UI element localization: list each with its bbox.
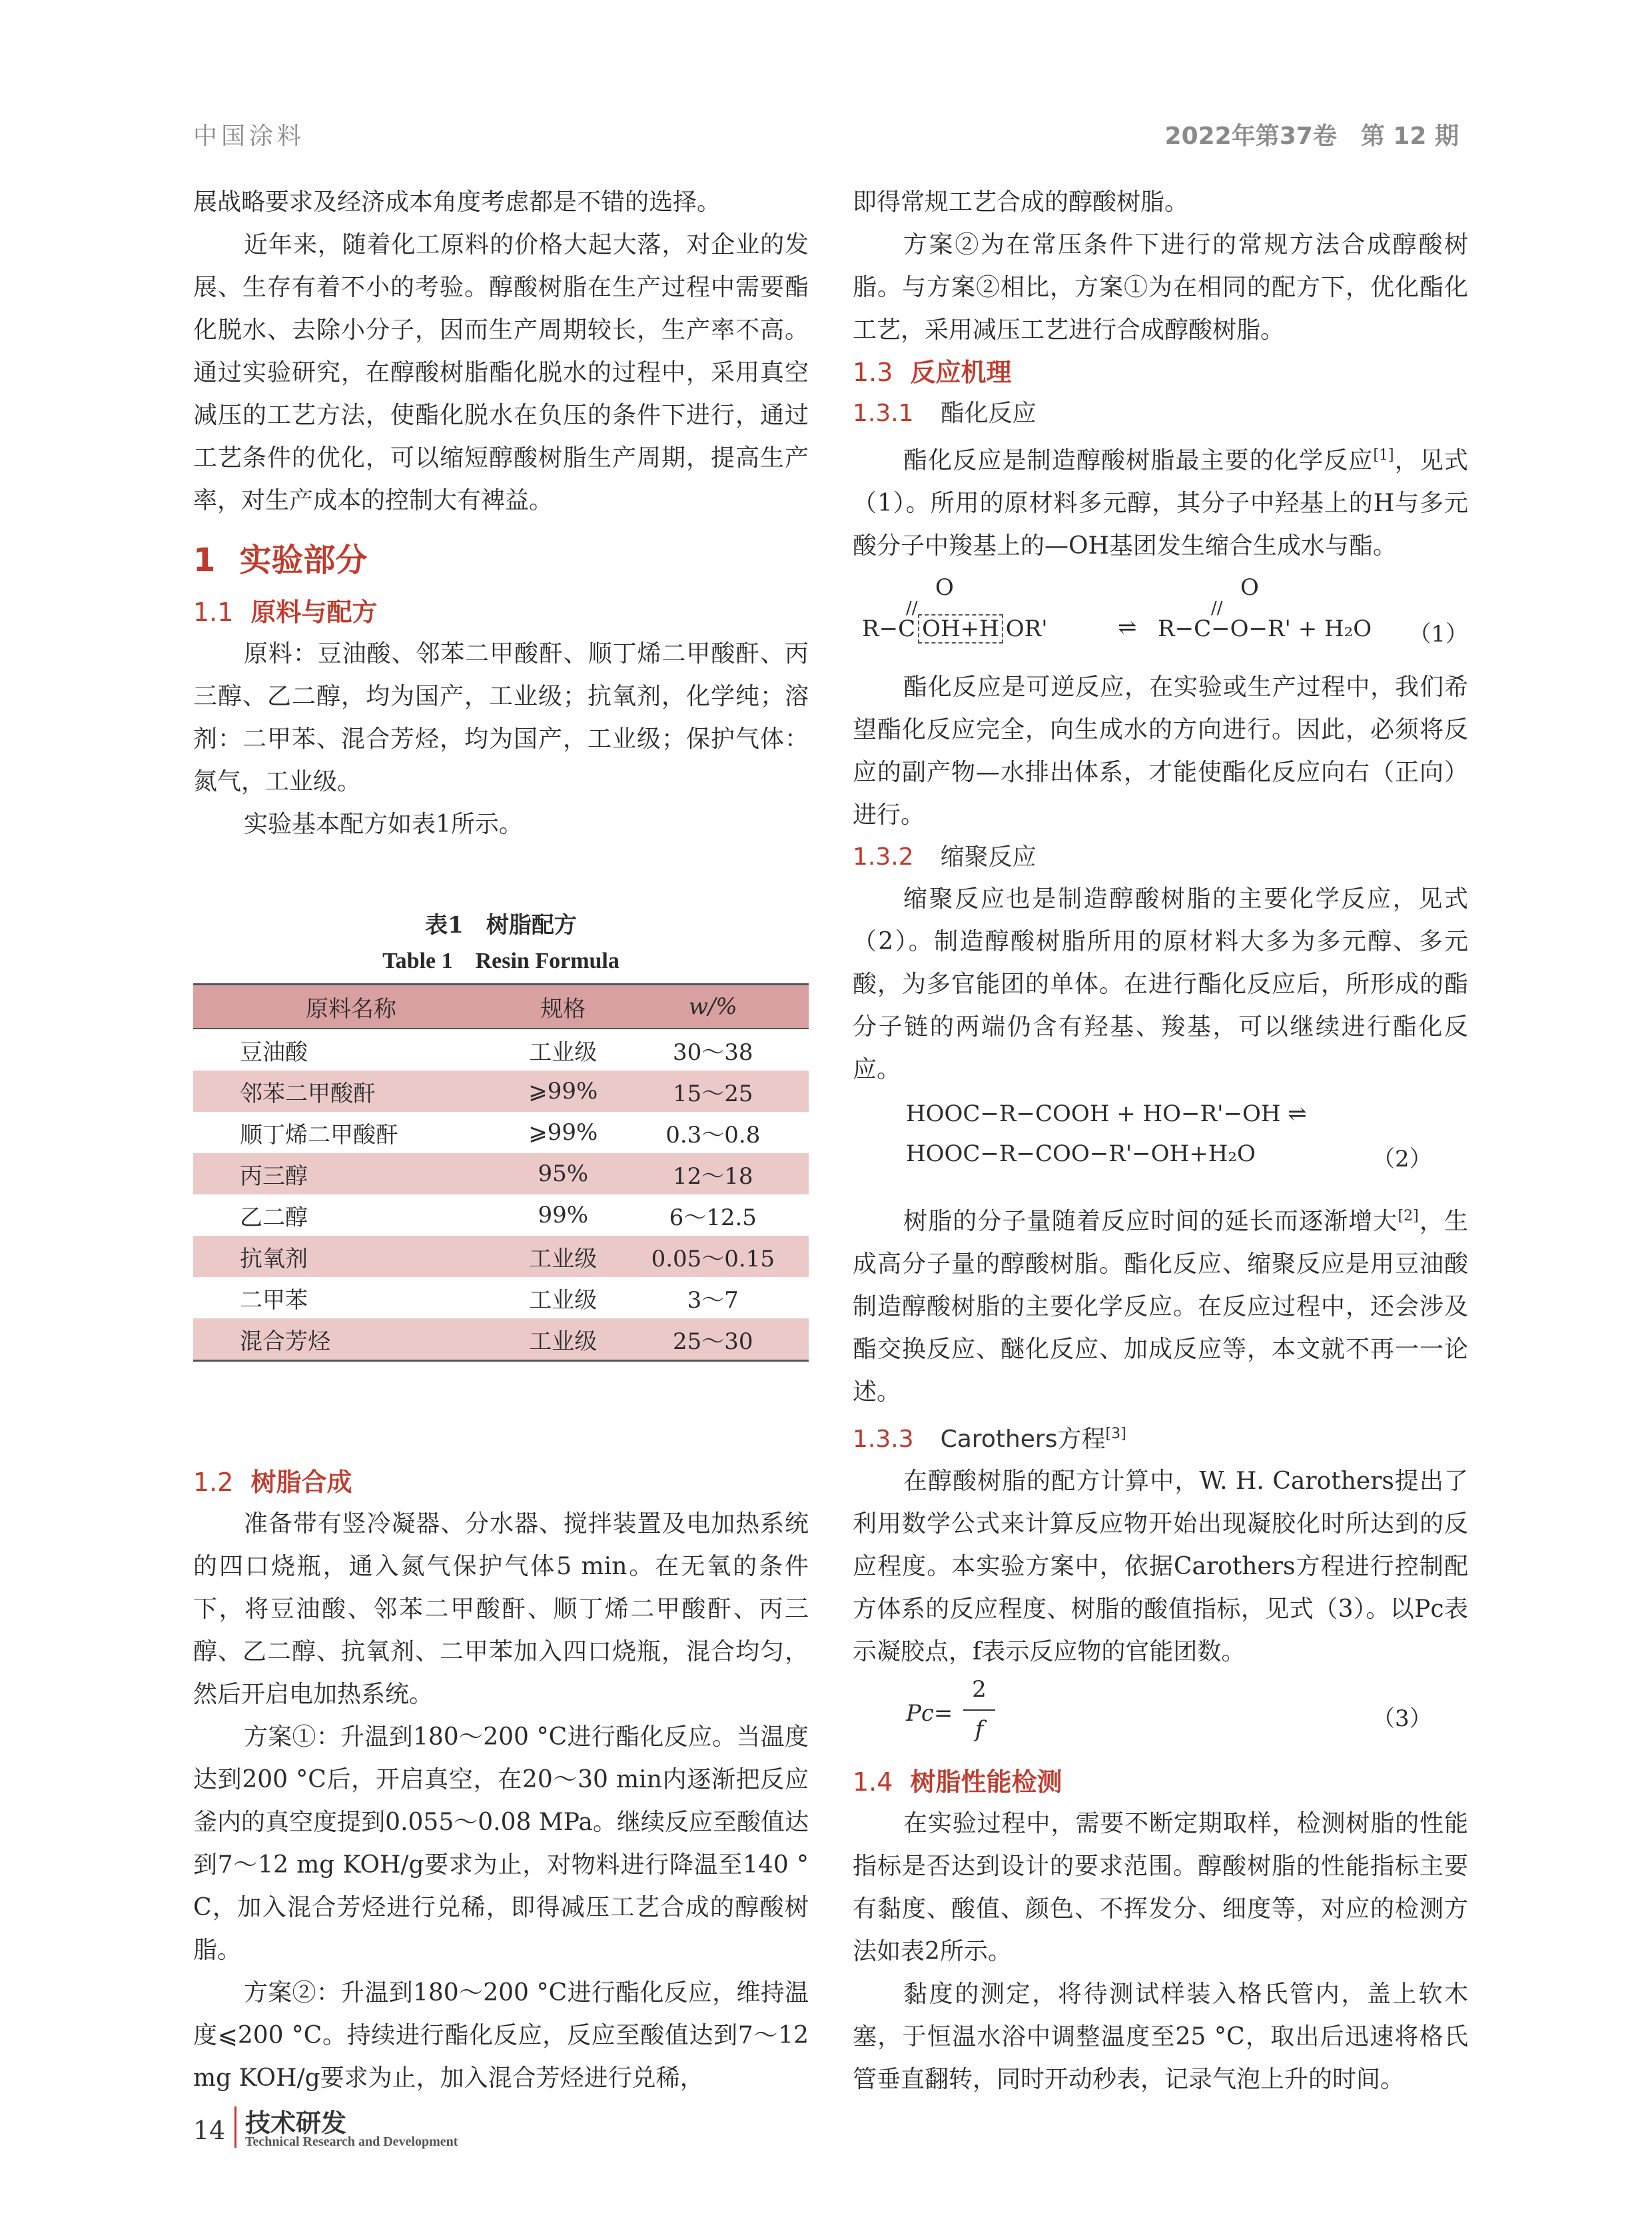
eq2-line1 xyxy=(906,1101,1307,1127)
eq3-lhs: Pc= xyxy=(906,1700,953,1727)
table-cell: 0.3～0.8 xyxy=(665,1121,761,1148)
table-cell: 顺丁烯二甲酸酐 xyxy=(240,1121,398,1148)
paragraph: 准备带有竖冷凝器、分水器、搅拌装置及电加热系统的四口烧瓶，通入氮气保护气体5 min。在无氧的条件下，将豆油酸、邻苯二甲酸酐、顺丁烯二甲酸酐、丙三醇、乙二醇、抗氧剂、二甲苯加入四口烧瓶，混合均匀，然后开启电加热系统。 xyxy=(193,1510,809,1708)
subsection-title: 原料与配方 xyxy=(250,598,378,627)
eq1-double-bond-left: // xyxy=(906,598,918,618)
section-heading xyxy=(193,536,809,585)
eq2-reactants: HOOC−R−COOH + HO−R'−OH xyxy=(906,1101,1281,1127)
table-cell: 99% xyxy=(538,1202,589,1228)
eq1-right-side: R−C−O−R' + H₂O xyxy=(1158,616,1372,642)
paragraph: 方案②为在常压条件下进行的常规方法合成醇酸树脂。与方案②相比，方案①为在相同的配方下，优化酯化工艺，采用减压工艺进行合成醇酸树脂。 xyxy=(853,231,1468,344)
paragraph: 方案②：升温到180～200 °C进行酯化反应，维持温度⩽200 °C。持续进行酯化反应，反应至酸值达到7～12 mg KOH/g要求为止，加入混合芳烃进行兑稀， xyxy=(193,1979,809,2092)
table-row xyxy=(193,1277,809,1318)
reference-mark: [2] xyxy=(1398,1208,1419,1224)
paragraph: 实验基本配方如表1所示。 xyxy=(244,811,523,838)
table-cell: 混合芳烃 xyxy=(193,1318,509,1361)
table-cell: ⩾99% xyxy=(528,1119,598,1146)
table-cell: 15～25 xyxy=(618,1071,809,1112)
table-cell: 3～7 xyxy=(687,1286,739,1314)
table-row xyxy=(193,1112,809,1153)
table-cell: 95% xyxy=(509,1153,618,1194)
table-cell: 豆油酸 xyxy=(240,1039,308,1066)
subsubsection-title: 酯化反应 xyxy=(940,400,1036,427)
equilibrium-arrow: ⇌ xyxy=(1118,614,1137,641)
table-cell: 工业级 xyxy=(509,1318,618,1361)
reference-mark: [1] xyxy=(1373,447,1394,464)
table-row xyxy=(193,1318,809,1361)
table-header-cell: 原料名称 xyxy=(193,985,509,1029)
journal-name: 中国涂料 xyxy=(193,123,306,150)
text-span: ，见式（1）。所用的原材料多元醇，其分子中羟基上的H与多元酸分子中羧基上的—OH基团发生缩合生成水与酯。 xyxy=(853,447,1468,560)
subsubsection-heading xyxy=(853,1414,1468,1460)
table-header-cell: 规格 xyxy=(509,985,618,1029)
subsubsection-title: Carothers方程 xyxy=(940,1426,1106,1453)
table-cell: 12～18 xyxy=(618,1153,809,1194)
subsection-number: 1.2 xyxy=(193,1468,234,1497)
eq1-number: （1） xyxy=(1408,621,1468,648)
equilibrium-arrow: ⇌ xyxy=(1288,1101,1307,1127)
section-number: 1 xyxy=(193,542,216,579)
paragraph: 即得常规工艺合成的醇酸树脂。 xyxy=(853,189,1189,216)
table-header-row xyxy=(193,985,809,1029)
table-caption-cn: 表1 树脂配方 xyxy=(425,912,577,939)
table-row xyxy=(193,1194,809,1236)
table-row xyxy=(193,1236,809,1277)
eq2-line2: HOOC−R−COO−R'−OH+H₂O xyxy=(906,1140,1256,1167)
subsection-title: 树脂性能检测 xyxy=(910,1767,1062,1797)
table-cell: 0.05～0.15 xyxy=(618,1236,809,1277)
table-cell: 25～30 xyxy=(618,1318,809,1361)
table-row xyxy=(193,1153,809,1194)
subsubsection-number: 1.3.2 xyxy=(853,843,914,871)
table-cell: 30～38 xyxy=(673,1039,753,1066)
text-span: ，生成高分子量的醇酸树脂。酯化反应、缩聚反应是用豆油酸制造醇酸树脂的主要化学反应。在反应过程中，还会涉及酯交换反应、醚化反应、加成反应等，本文就不再一一论述。 xyxy=(853,1208,1468,1406)
eq3-number: （3） xyxy=(1372,1705,1432,1732)
eq3-numerator: 2 xyxy=(972,1676,987,1703)
table-cell: 抗氧剂 xyxy=(193,1236,509,1277)
fraction-bar xyxy=(963,1709,995,1711)
subsubsection-heading xyxy=(853,393,1468,434)
subsubsection-number: 1.3.1 xyxy=(853,400,914,427)
paragraph: 展战略要求及经济成本角度考虑都是不错的选择。 xyxy=(193,189,721,216)
table-cell: 丙三醇 xyxy=(193,1153,509,1194)
subsection-heading xyxy=(853,1761,1468,1803)
eq3-denominator: f xyxy=(975,1716,984,1743)
equation-3 xyxy=(853,1676,1468,1756)
reference-mark: [3] xyxy=(1105,1426,1126,1442)
table-cell: 工业级 xyxy=(529,1286,598,1314)
subsection-heading xyxy=(193,1462,809,1503)
text-span: 树脂的分子量随着反应时间的延长而逐渐增大 xyxy=(903,1208,1398,1235)
table-cell: 工业级 xyxy=(509,1236,618,1277)
table-cell: 乙二醇 xyxy=(240,1204,308,1231)
table-cell: 工业级 xyxy=(529,1039,598,1066)
eq1-box-group: OH+H xyxy=(918,614,1003,644)
table-row xyxy=(193,1071,809,1112)
subsection-number: 1.1 xyxy=(193,598,234,627)
paragraph: 原料：豆油酸、邻苯二甲酸酐、顺丁烯二甲酸酐、丙三醇、乙二醇，均为国产，工业级；抗氧剂，化学纯；溶剂：二甲苯、混合芳烃，均为国产，工业级；保护气体：氮气，工业级。 xyxy=(193,640,809,795)
page-number: 14 xyxy=(193,2116,226,2145)
subsection-title: 树脂合成 xyxy=(250,1468,352,1497)
equation-2 xyxy=(853,1097,1468,1183)
subsubsection-number: 1.3.3 xyxy=(853,1426,914,1453)
subsection-number: 1.3 xyxy=(853,358,893,387)
table-row xyxy=(193,1029,809,1071)
paragraph: 黏度的测定，将待测试样装入格氏管内，盖上软木塞，于恒温水浴中调整温度至25 °C，取出后迅速将格氏管垂直翻转，同时开动秒表，记录气泡上升的时间。 xyxy=(853,1981,1468,2093)
footer-section-cn: 技术研发 xyxy=(245,2108,347,2138)
eq1-oxygen-right: O xyxy=(1240,574,1259,601)
paragraph xyxy=(853,434,1468,568)
table-cell: ⩾99% xyxy=(509,1071,618,1112)
footer-divider xyxy=(234,2106,236,2148)
subsection-heading xyxy=(853,352,1468,393)
subsubsection-heading xyxy=(853,837,1468,878)
right-column xyxy=(853,181,1468,2101)
subsection-heading xyxy=(193,592,809,633)
table-cell: 6～12.5 xyxy=(669,1204,757,1231)
table-cell: 邻苯二甲酸酐 xyxy=(193,1071,509,1112)
paragraph: 近年来，随着化工原料的价格大起大落，对企业的发展、生存有着不小的考验。醇酸树脂在生产过程中需要酯化脱水、去除小分子，因而生产周期较长，生产率不高。通过实验研究，在醇酸树脂酯化脱水的过程中，采用真空减压的工艺方法，使酯化脱水在负压的条件下进行，通过工艺条件的优化，可以缩短醇酸树脂生产周期，提高生产率，对生产成本的控制大有裨益。 xyxy=(193,231,809,514)
subsubsection-title: 缩聚反应 xyxy=(940,843,1036,871)
issue-info: 2022年第37卷 第 12 期 xyxy=(1164,123,1459,150)
left-column xyxy=(193,181,809,2100)
eq1-oxygen-left: O xyxy=(935,574,954,601)
eq1-left-a: R−C xyxy=(862,616,916,642)
table-header-cell: w/% xyxy=(618,985,809,1029)
paragraph: 缩聚反应也是制造醇酸树脂的主要化学反应，见式（2）。制造醇酸树脂所用的原材料大多为多元醇、多元酸，为多官能团的单体。在进行酯化反应后，所形成的酯分子链的两端仍含有羟基、羧基，可以继续进行酯化反应。 xyxy=(853,885,1468,1083)
eq1-left-b: OR' xyxy=(1005,616,1048,642)
text-span: 酯化反应是制造醇酸树脂最主要的化学反应 xyxy=(903,447,1374,474)
table-cell: 二甲苯 xyxy=(240,1286,308,1314)
footer-section-en: Technical Research and Development xyxy=(245,2134,458,2149)
eq1-double-bond-right: // xyxy=(1211,598,1223,618)
section-title: 实验部分 xyxy=(239,542,368,579)
eq2-number: （2） xyxy=(1372,1146,1432,1172)
subsection-title: 反应机理 xyxy=(910,358,1012,387)
paragraph: 酯化反应是可逆反应，在实验或生产过程中，我们希望酯化反应完全，向生成水的方向进行。因此，必须将反应的副产物—水排出体系，才能使酯化反应向右（正向）进行。 xyxy=(853,673,1468,829)
resin-formula-table xyxy=(193,983,809,1362)
paragraph: 在实验过程中，需要不断定期取样，检测树脂的性能指标是否达到设计的要求范围。醇酸树脂的性能指标主要有黏度、酸值、颜色、不挥发分、细度等，对应的检测方法如表2所示。 xyxy=(853,1810,1468,1965)
subsection-number: 1.4 xyxy=(853,1767,893,1797)
eq1-left-side xyxy=(862,616,1048,642)
paragraph: 方案①：升温到180～200 °C进行酯化反应。当温度达到200 °C后，开启真空，在20～30 min内逐渐把反应釜内的真空度提到0.055～0.08 MPa。继续反应至酸值达到7～12 mg KOH/g要求为止，对物料进行降温至140 °C，加入混合芳烃进行兑稀，即得减压工艺合成的醇酸树脂。 xyxy=(193,1723,809,1964)
paragraph: 在醇酸树脂的配方计算中，W. H. Carothers提出了利用数学公式来计算反应物开始出现凝胶化时所达到的反应程度。本实验方案中，依据Carothers方程进行控制配方体系的反应程度、树脂的酸值指标，见式（3）。以Pc表示凝胶点，f表示反应物的官能团数。 xyxy=(853,1468,1468,1665)
paragraph xyxy=(853,1195,1468,1414)
equation-1 xyxy=(853,574,1468,654)
table-caption-en: Table 1 Resin Formula xyxy=(382,949,620,973)
